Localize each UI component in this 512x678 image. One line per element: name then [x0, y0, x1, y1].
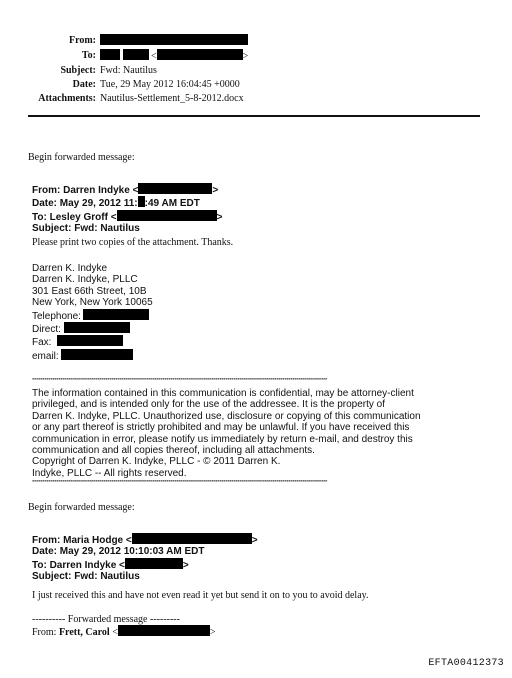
- forward-1-to: To: Lesley Groff < >: [32, 211, 223, 223]
- document-id: EFTA00412373: [428, 658, 504, 669]
- redaction: [138, 196, 145, 207]
- disclaimer-line: communication in error, please notify us immediately by return e-mail, and destroy this: [32, 433, 413, 445]
- disclaimer-line: communication and all copies thereof, including all attachments.: [32, 445, 315, 457]
- disclaimer-separator-top: *************************************************************************************************************************************************: [32, 378, 328, 384]
- forward-2-from: From: Maria Hodge < >: [32, 535, 258, 546]
- header-subject-row: [0, 64, 512, 78]
- forward-1-subject: Subject: Fwd: Nautilus: [32, 223, 140, 235]
- disclaimer-line: Darren K. Indyke, PLLC. Unauthorized use, disclosure or copying of this communication: [32, 410, 421, 422]
- forward-2-date: Date: May 29, 2012 10:10:03 AM EDT: [32, 546, 205, 558]
- disclaimer-line: Copyright of Darren K. Indyke, PLLC - © 2011 Darren K.: [32, 456, 281, 468]
- header-from-row: [0, 34, 512, 49]
- redaction: [138, 183, 212, 194]
- date-value: Tue, 29 May 2012 16:04:45 +0000: [100, 79, 240, 90]
- redaction: [125, 558, 183, 569]
- forward-intro-1: Begin forwarded message:: [28, 152, 135, 163]
- redaction: [64, 322, 130, 333]
- forward-2-body: I just received this and have not even read it yet but send it on to you to avoid delay.: [32, 590, 369, 601]
- forward-intro-2: Begin forwarded message:: [28, 502, 135, 513]
- signature-direct: Direct:: [32, 322, 153, 335]
- signature-city: New York, New York 10065: [32, 297, 153, 309]
- forwarded-message-divider: ---------- Forwarded message ---------: [32, 614, 180, 625]
- redaction: [117, 210, 217, 221]
- redaction: [61, 349, 133, 360]
- forward-1-date: Date: May 29, 2012 11: :49 AM EDT: [32, 198, 200, 210]
- signature-email: email:: [32, 349, 153, 362]
- redaction: [123, 49, 149, 60]
- subject-value: Fwd: Nautilus: [100, 65, 157, 76]
- redaction: [57, 335, 123, 346]
- signature-fax: Fax:: [32, 335, 153, 348]
- forward-1-body: Please print two copies of the attachment. Thanks.: [32, 237, 234, 248]
- forward-2-to: To: Darren Indyke < >: [32, 559, 189, 571]
- subject-label: Subject:: [60, 65, 96, 76]
- header-to-row: To: < >: [0, 49, 512, 64]
- signature-street: 301 East 66th Street, 10B: [32, 285, 147, 297]
- redaction: [118, 625, 210, 636]
- disclaimer-line: The information contained in this communication is confidential, may be attorney-client: [32, 388, 414, 399]
- email-header: [0, 34, 512, 106]
- disclaimer-line: privileged, and is intended only for the use of the addressee. It is the property of: [32, 399, 385, 411]
- forward-2-subject: Subject: Fwd: Nautilus: [32, 571, 140, 583]
- from-label: From:: [68, 35, 96, 46]
- date-label: Date:: [72, 79, 96, 90]
- signature-firm: Darren K. Indyke, PLLC: [32, 274, 138, 286]
- forwarded-from: From: Frett, Carol < >: [32, 627, 216, 638]
- redaction: [157, 49, 243, 60]
- disclaimer-line: Indyke, PLLC -- All rights reserved.: [32, 467, 187, 479]
- attachments-value: Nautilus-Settlement_5-8-2012.docx: [100, 93, 244, 104]
- header-attachments-row: [0, 92, 512, 106]
- signature-name: Darren K. Indyke: [32, 263, 108, 274]
- forward-1-header: [32, 183, 222, 235]
- disclaimer-text: [32, 388, 421, 479]
- redaction: [100, 49, 120, 60]
- redaction: [100, 34, 248, 45]
- attachments-label: Attachments:: [38, 93, 96, 104]
- disclaimer-line: or any part thereof is strictly prohibited and may be unlawful. If you have received this: [32, 422, 410, 434]
- forward-1-from: From: Darren Indyke < >: [32, 185, 219, 196]
- header-divider: [28, 115, 480, 117]
- forward-2-header: [32, 533, 258, 583]
- redaction: [83, 309, 149, 320]
- to-label: To:: [81, 50, 96, 61]
- signature-block: [32, 263, 153, 362]
- header-date-row: [0, 78, 512, 92]
- redaction: [132, 533, 252, 544]
- signature-telephone: Telephone:: [32, 309, 153, 322]
- disclaimer-separator-bottom: *************************************************************************************************************************************************: [32, 480, 328, 486]
